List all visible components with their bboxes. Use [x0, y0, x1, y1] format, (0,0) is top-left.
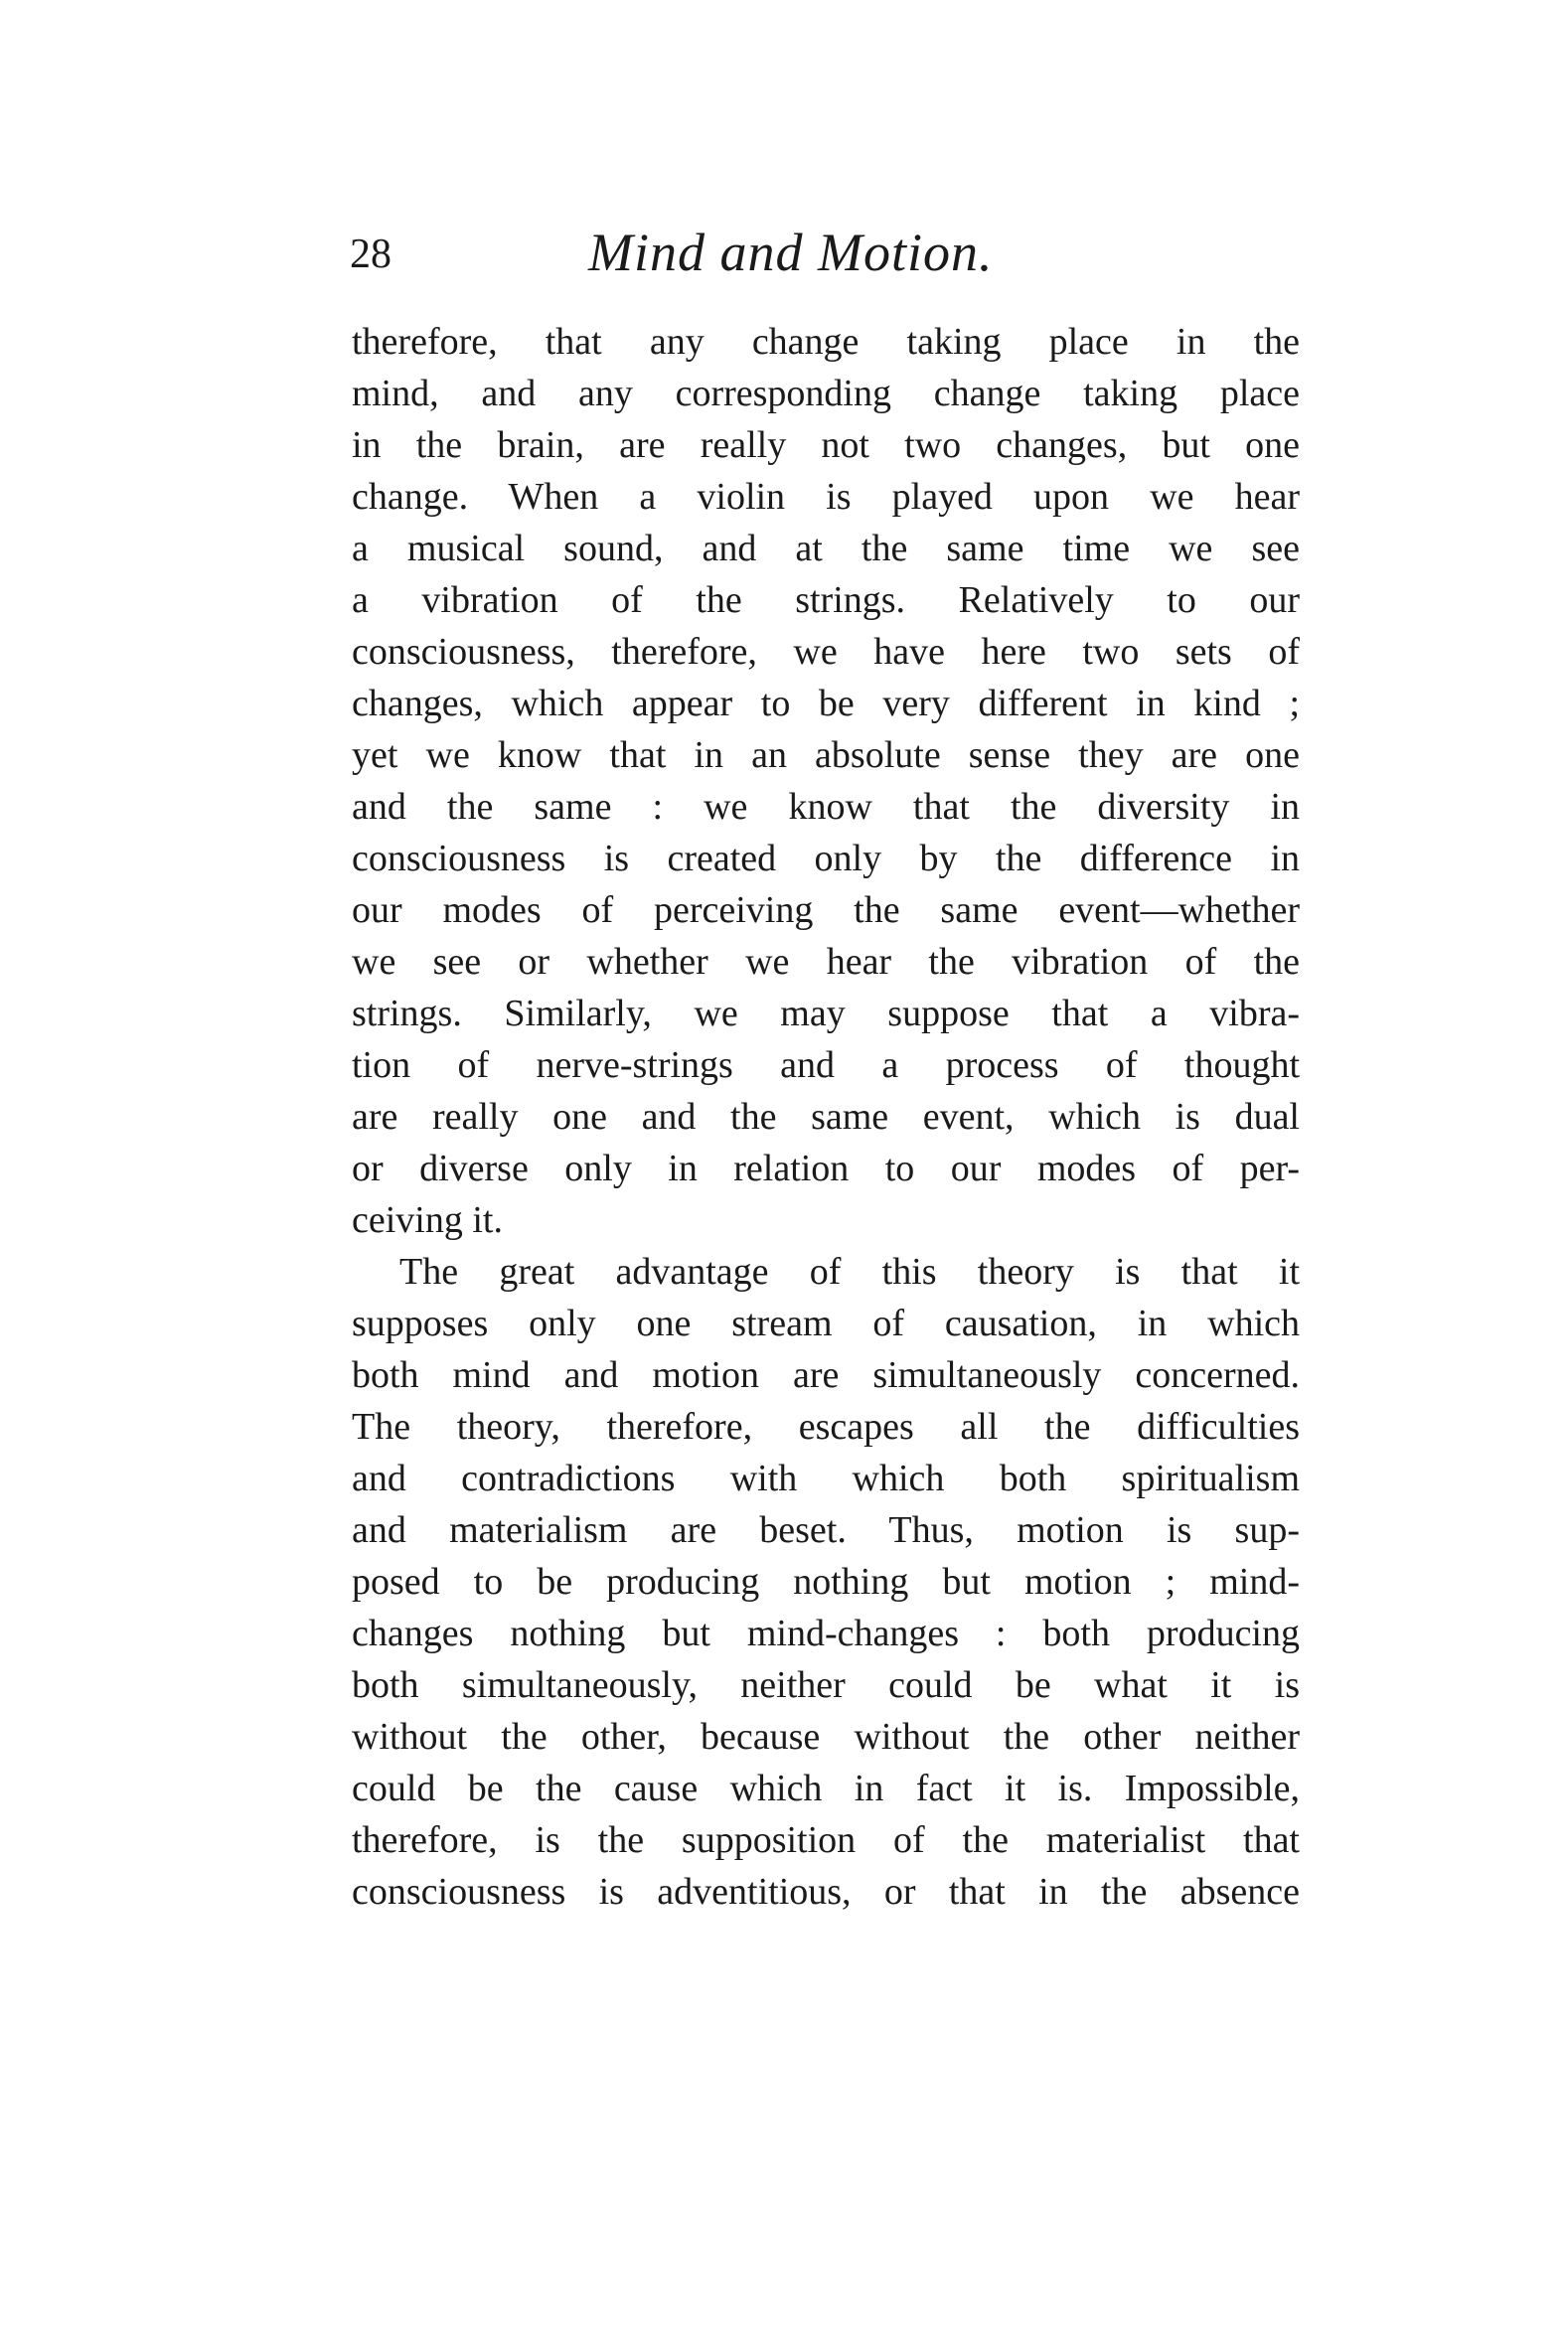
text-line: consciousness is created only by the difference in	[352, 838, 1300, 879]
body-text	[352, 316, 1300, 1918]
text-line: consciousness, therefore, we have here two sets of	[352, 631, 1300, 673]
text-line: could be the cause which in fact it is. Impossible,	[352, 1768, 1300, 1809]
text-line: are really one and the same event, which is dual	[352, 1096, 1300, 1138]
text-line: therefore, is the supposition of the materialist that	[352, 1819, 1300, 1861]
text-line: The theory, therefore, escapes all the difficulties	[352, 1406, 1300, 1448]
text-line: in the brain, are really not two changes, but one	[352, 424, 1300, 466]
text-line: strings. Similarly, we may suppose that a vibra-	[352, 993, 1300, 1034]
text-line: changes, which appear to be very different in kind ;	[352, 683, 1300, 724]
text-line: consciousness is adventitious, or that in the absence	[352, 1871, 1300, 1913]
text-line: therefore, that any change taking place in the	[352, 321, 1300, 363]
text-line: posed to be producing nothing but motion ; mind-	[352, 1561, 1300, 1603]
paragraph-1	[352, 316, 1300, 1246]
text-line: ceiving it.	[352, 1199, 503, 1241]
page-header	[350, 221, 1304, 290]
text-line: and materialism are beset. Thus, motion is sup-	[352, 1509, 1300, 1551]
paragraph-2	[352, 1246, 1300, 1918]
text-line: and contradictions with which both spiritualism	[352, 1458, 1300, 1499]
text-line: and the same : we know that the diversity in	[352, 786, 1300, 828]
text-line: The great advantage of this theory is that it	[399, 1251, 1300, 1293]
text-line: tion of nerve-strings and a process of thought	[352, 1044, 1300, 1086]
page-number: 28	[350, 232, 392, 277]
text-line: mind, and any corresponding change taking place	[352, 373, 1300, 414]
text-line: supposes only one stream of causation, in which	[352, 1303, 1300, 1344]
text-line: without the other, because without the other neither	[352, 1716, 1300, 1758]
text-line: or diverse only in relation to our modes of per-	[352, 1148, 1300, 1189]
text-line: a musical sound, and at the same time we see	[352, 528, 1300, 569]
text-line: changes nothing but mind-changes : both producing	[352, 1613, 1300, 1654]
running-title: Mind and Motion.	[588, 223, 994, 282]
text-line: a vibration of the strings. Relatively to our	[352, 579, 1300, 621]
text-line: both mind and motion are simultaneously concerned.	[352, 1354, 1300, 1396]
text-line: we see or whether we hear the vibration of the	[352, 941, 1300, 983]
text-line: both simultaneously, neither could be what it is	[352, 1664, 1300, 1706]
text-line: our modes of perceiving the same event—whether	[352, 889, 1300, 931]
text-line: yet we know that in an absolute sense they are one	[352, 734, 1300, 776]
text-line: change. When a violin is played upon we hear	[352, 476, 1300, 518]
